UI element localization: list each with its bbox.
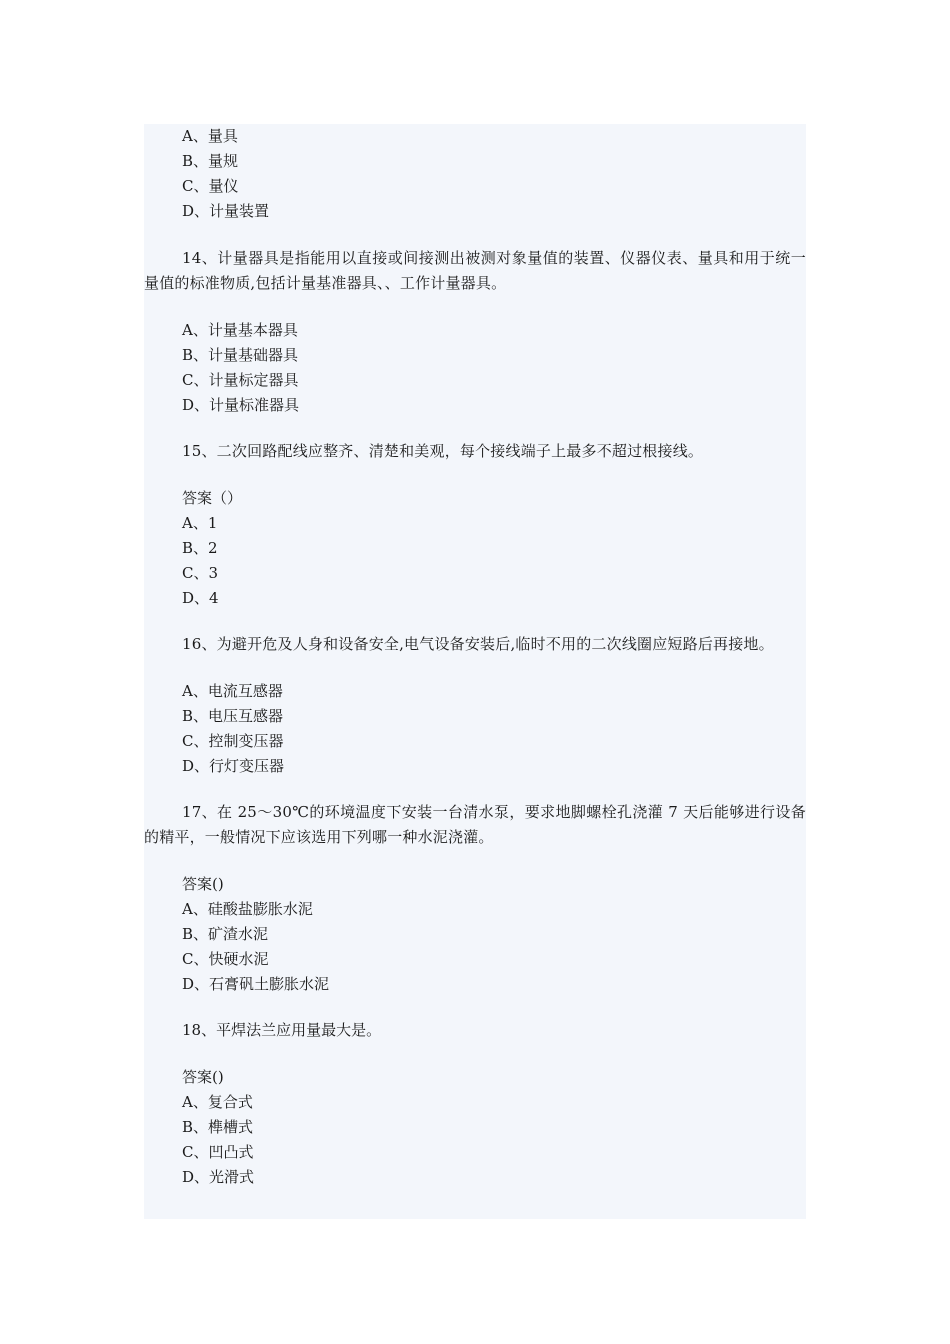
- answer-label: 答案（）: [182, 489, 243, 507]
- spacer: [144, 657, 806, 679]
- option-a: A、1: [182, 514, 218, 532]
- question-16-options: [144, 679, 806, 779]
- option-b: B、2: [182, 539, 218, 557]
- question-16-text: 16、为避开危及人身和设备安全,电气设备安装后,临时不用的二次线圈应短路后再接地。: [182, 635, 774, 653]
- option-c: C、凹凸式: [182, 1143, 254, 1161]
- question-18-options: [144, 1090, 806, 1190]
- question-14-text: 14、计量器具是指能用以直接或间接测出被测对象量值的装置、仪器仪表、量具和用于统一量值的标准物质,包括计量基准器具、、工作计量器具。: [144, 249, 806, 292]
- spacer: [144, 296, 806, 318]
- option-b: B、电压互感器: [182, 707, 284, 725]
- spacer: [144, 779, 806, 800]
- question-17-text: 17、在 25～30℃的环境温度下安装一台清水泵，要求地脚螺栓孔浇灌 7 天后能够进行设备的精平，一般情况下应该选用下列哪一种水泥浇灌。: [144, 803, 806, 846]
- spacer: [144, 997, 806, 1018]
- answer-label: 答案(): [182, 875, 224, 893]
- option-d: D、计量装置: [182, 202, 270, 220]
- option-c: C、量仪: [182, 177, 239, 195]
- option-b: B、榫槽式: [182, 1118, 254, 1136]
- option-c: C、3: [182, 564, 219, 582]
- option-c: C、计量标定器具: [182, 371, 299, 389]
- option-d: D、4: [182, 589, 219, 607]
- option-d: D、光滑式: [182, 1168, 255, 1186]
- spacer: [144, 224, 806, 246]
- option-a: A、电流互感器: [182, 682, 283, 700]
- question-13-options: [144, 124, 806, 224]
- option-c: C、快硬水泥: [182, 950, 269, 968]
- question-18-text: 18、平焊法兰应用量最大是。: [182, 1021, 382, 1039]
- option-d: D、石膏矾土膨胀水泥: [182, 975, 330, 993]
- spacer: [144, 464, 806, 486]
- document-content: [144, 124, 806, 1190]
- spacer: [144, 418, 806, 439]
- option-a: A、量具: [182, 127, 238, 145]
- option-d: D、行灯变压器: [182, 757, 285, 775]
- option-a: A、计量基本器具: [182, 321, 298, 339]
- spacer: [144, 1043, 806, 1065]
- option-a: A、复合式: [182, 1093, 253, 1111]
- question-15-options: [144, 511, 806, 611]
- spacer: [144, 850, 806, 872]
- option-a: A、硅酸盐膨胀水泥: [182, 900, 313, 918]
- question-15-text: 15、二次回路配线应整齐、清楚和美观，每个接线端子上最多不超过根接线。: [182, 442, 704, 460]
- option-c: C、控制变压器: [182, 732, 284, 750]
- option-b: B、矿渣水泥: [182, 925, 269, 943]
- answer-label: 答案(): [182, 1068, 224, 1086]
- option-b: B、计量基础器具: [182, 346, 299, 364]
- question-17-options: [144, 897, 806, 997]
- option-d: D、计量标准器具: [182, 396, 300, 414]
- spacer: [144, 611, 806, 632]
- option-b: B、量规: [182, 152, 239, 170]
- question-14-options: [144, 318, 806, 418]
